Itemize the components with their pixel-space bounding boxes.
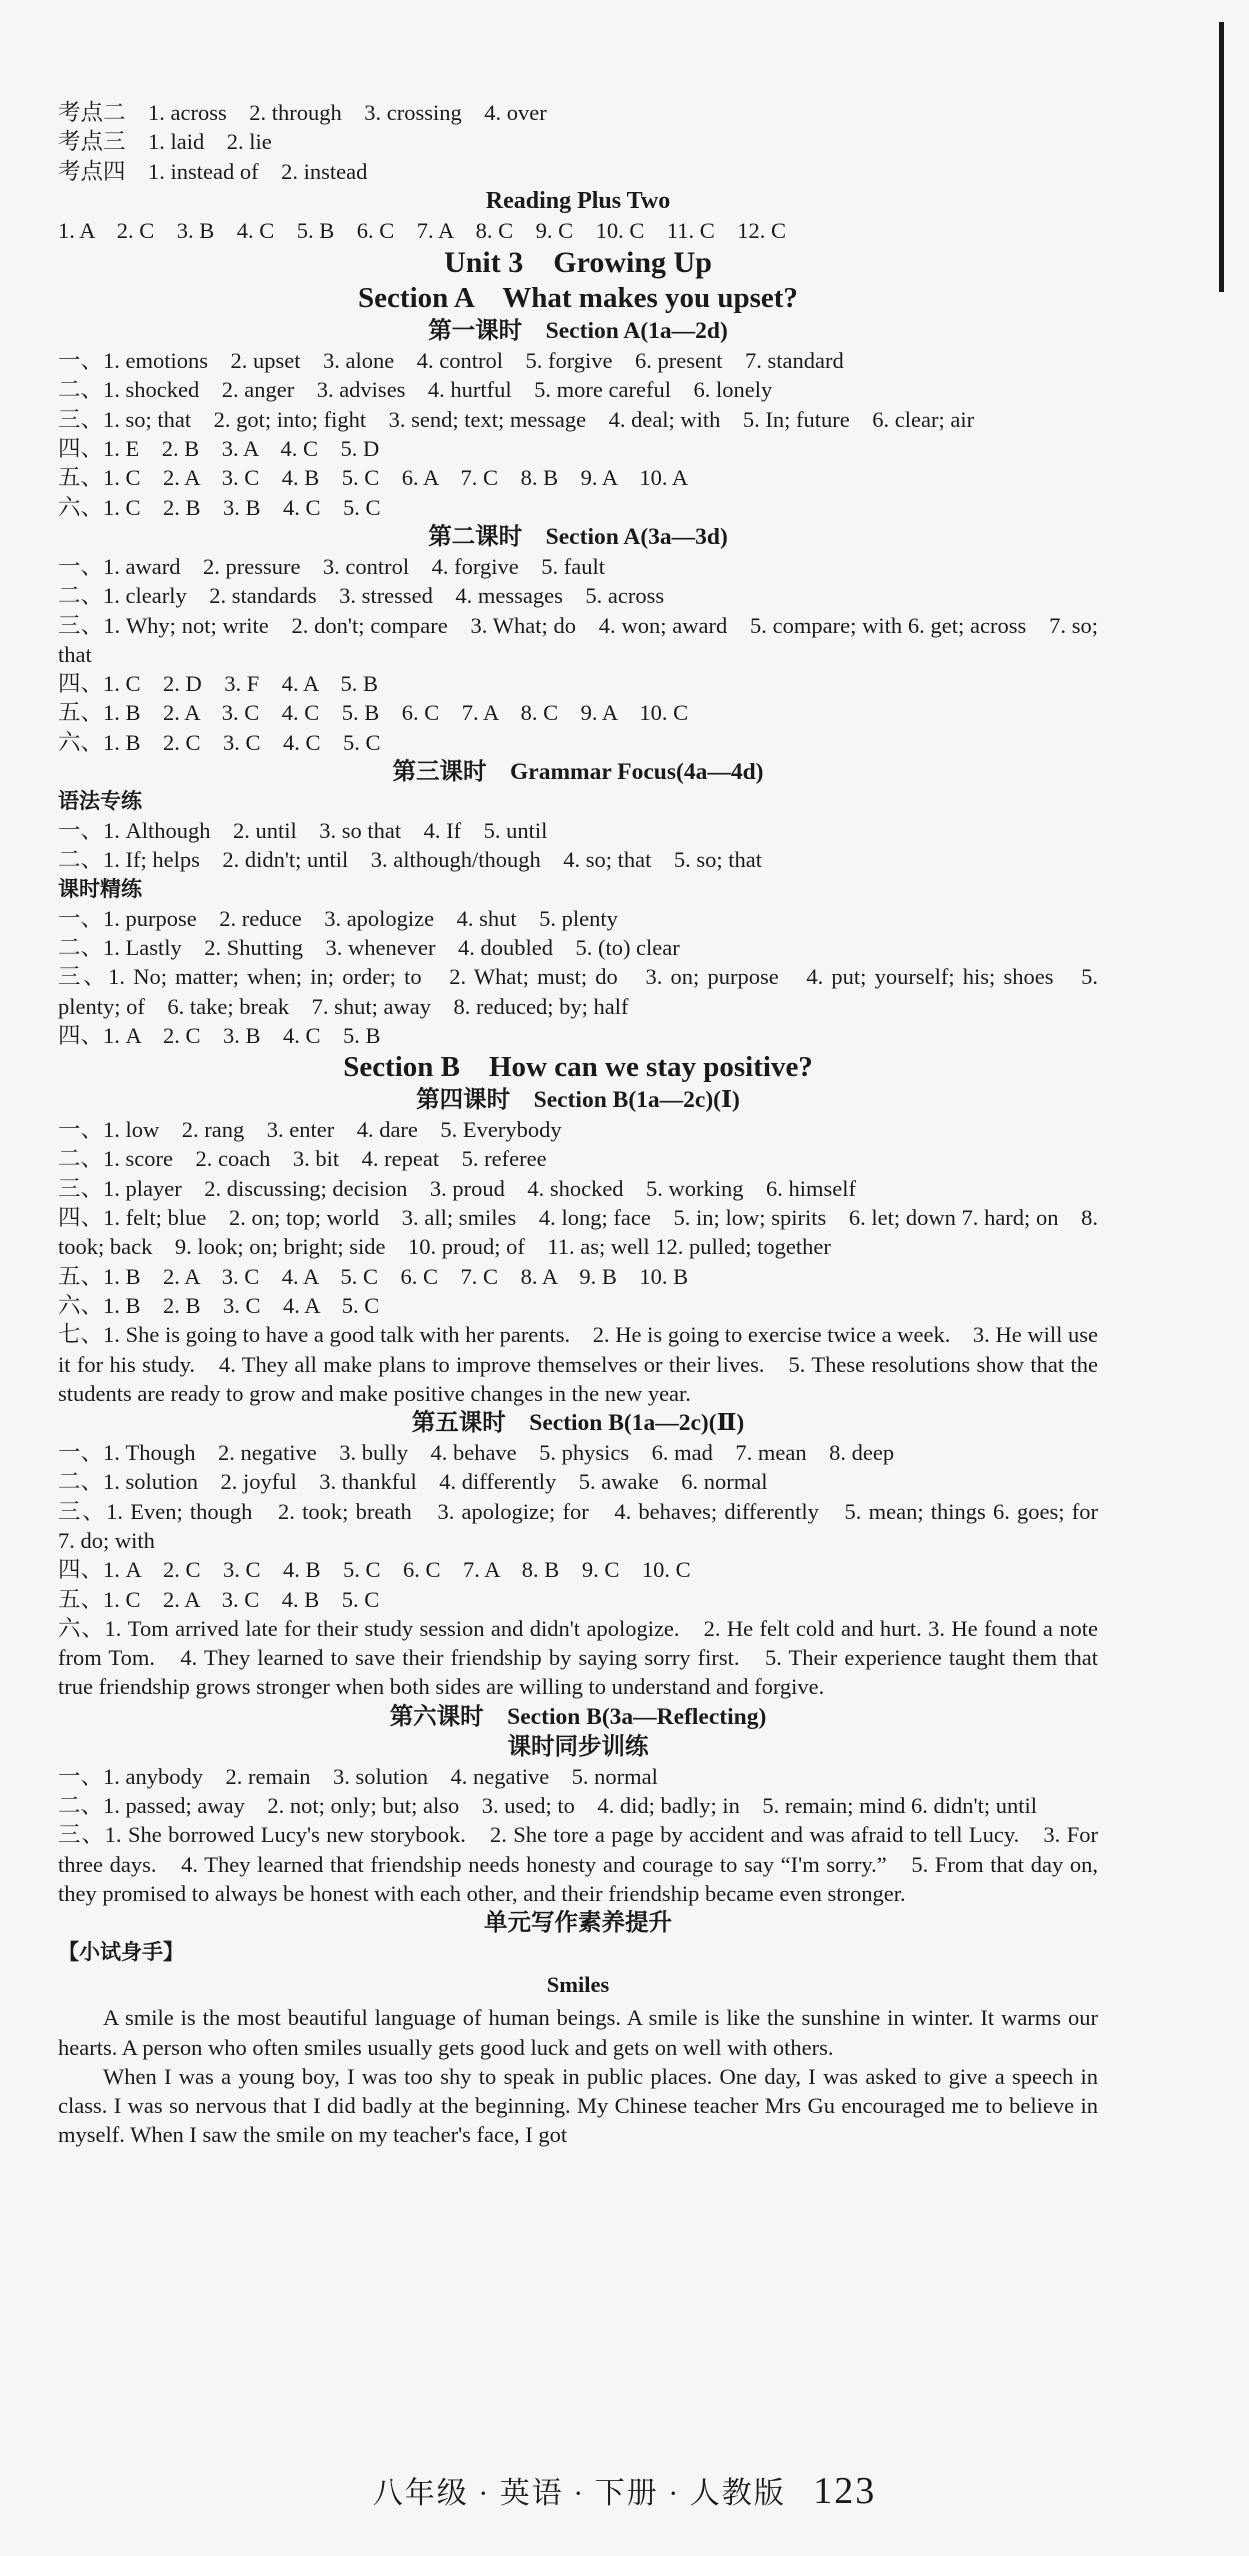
- reading-plus-heading: Reading Plus Two: [485, 187, 671, 214]
- answer-line: 一、1. anybody 2. remain 3. solution 4. negative 5. normal: [58, 1763, 658, 1789]
- answer-line: 一、1. award 2. pressure 3. control 4. forgive 5. fault: [58, 553, 605, 579]
- answer-line: 1. A 2. C 3. B 4. C 5. B 6. C 7. A 8. C 9. C 10. C 11. C 12. C: [58, 217, 787, 243]
- answer-line: 三、1. Even; though 2. took; breath 3. apologize; for 4. behaves; differently 5. mean; things 6. goes; for 7. do; with: [58, 1498, 1121, 1553]
- lesson-1-heading: 第一课时 Section A(1a—2d): [428, 318, 728, 345]
- lesson-5-heading: 第五课时 Section B(1a—2c)(Ⅱ): [411, 1410, 745, 1437]
- lesson-4-heading: 第四课时 Section B(1a—2c)(Ⅰ): [416, 1087, 740, 1114]
- answer-line: 四、1. A 2. C 3. C 4. B 5. C 6. C 7. A 8. B 9. C 10. C: [58, 1557, 691, 1583]
- answer-line: 四、1. C 2. D 3. F 4. A 5. B: [58, 671, 379, 697]
- lesson-2-heading: 第二课时 Section A(3a—3d): [428, 523, 728, 550]
- answer-line: 考点三 1. laid 2. lie: [58, 129, 272, 155]
- answer-line: 七、1. She is going to have a good talk with her parents. 2. He is going to exercise twice a week. 3. He will use it for his study. 4. They all make plans to improve themselves or their lives. 5. These resolutions show that the students are ready to grow and make positive changes in the new year.: [58, 1322, 1098, 1406]
- essay-title: Smiles: [546, 1972, 610, 1998]
- answer-line: 三、1. player 2. discussing; decision 3. proud 4. shocked 5. working 6. himself: [58, 1175, 857, 1201]
- answer-line: 四、1. felt; blue 2. on; top; world 3. all; smiles 4. long; face 5. in; low; spirits 6. let; down 7. hard; on 8. took; back 9. look; on; bright; side 10. proud; of 11. as; well 12. pulled; together: [58, 1205, 1098, 1260]
- essay-paragraph: A smile is the most beautiful language of human beings. A smile is like the sunshine in winter. It warms our hearts. A person who often smiles usually gets good luck and gets on well with others.: [58, 2005, 1098, 2060]
- answer-line: 三、1. so; that 2. got; into; fight 3. send; text; message 4. deal; with 5. In; future 6. clear; air: [58, 406, 975, 432]
- section-a-title: Section A What makes you upset?: [358, 282, 798, 315]
- answer-line: 五、1. B 2. A 3. C 4. A 5. C 6. C 7. C 8. A 9. B 10. B: [58, 1263, 689, 1289]
- answer-line: 五、1. C 2. A 3. C 4. B 5. C 6. A 7. C 8. B 9. A 10. A: [58, 465, 689, 491]
- answer-line: 五、1. C 2. A 3. C 4. B 5. C: [58, 1586, 380, 1612]
- try-label: 【小试身手】: [58, 1940, 184, 1965]
- essay-paragraph: When I was a young boy, I was too shy to speak in public places. One day, I was asked to give a speech in class. I was so nervous that I did badly at the beginning. My Chinese teacher Mrs Gu encouraged me to believe in myself. When I saw the smile on my teacher's face, I got: [58, 2063, 1098, 2148]
- answer-line: 四、1. A 2. C 3. B 4. C 5. B: [58, 1022, 381, 1048]
- answer-line: 六、1. B 2. C 3. C 4. C 5. C: [58, 729, 381, 755]
- lesson-6-heading: 第六课时 Section B(3a—Reflecting): [389, 1703, 767, 1730]
- answer-line: 二、1. Lastly 2. Shutting 3. whenever 4. doubled 5. (to) clear: [58, 934, 680, 960]
- unit-title: Unit 3 Growing Up: [444, 246, 712, 280]
- answer-line: 一、1. emotions 2. upset 3. alone 4. control 5. forgive 6. present 7. standard: [58, 348, 844, 374]
- answer-line: 二、1. solution 2. joyful 3. thankful 4. differently 5. awake 6. normal: [58, 1469, 768, 1495]
- page-footer: [0, 2468, 1249, 2513]
- answer-line: 考点二 1. across 2. through 3. crossing 4. over: [58, 100, 547, 125]
- grammar-drill-label: 语法专练: [58, 789, 142, 814]
- answer-line: 二、1. If; helps 2. didn't; until 3. although/though 4. so; that 5. so; that: [58, 847, 763, 873]
- answer-line: 四、1. E 2. B 3. A 4. C 5. D: [58, 436, 380, 462]
- section-b-title: Section B How can we stay positive?: [343, 1051, 813, 1084]
- sync-training-heading: 课时同步训练: [507, 1733, 649, 1760]
- answer-line: 二、1. shocked 2. anger 3. advises 4. hurtful 5. more careful 6. lonely: [58, 377, 773, 403]
- page-number: 123: [813, 2470, 877, 2512]
- lesson-practice-label: 课时精练: [58, 876, 142, 901]
- page-content: [58, 98, 1121, 2150]
- answer-line: 二、1. passed; away 2. not; only; but; also 3. used; to 4. did; badly; in 5. remain; mind 6. didn't; until: [58, 1793, 1037, 1819]
- answer-line: 五、1. B 2. A 3. C 4. C 5. B 6. C 7. A 8. C 9. A 10. C: [58, 700, 689, 726]
- answer-line: 一、1. purpose 2. reduce 3. apologize 4. shut 5. plenty: [58, 905, 618, 931]
- writing-heading: 单元写作素养提升: [484, 1910, 672, 1937]
- answer-line: 六、1. B 2. B 3. C 4. A 5. C: [58, 1292, 380, 1318]
- answer-line: 二、1. clearly 2. standards 3. stressed 4. messages 5. across: [58, 583, 665, 609]
- answer-line: 六、1. C 2. B 3. B 4. C 5. C: [58, 494, 381, 520]
- answer-line: 一、1. Though 2. negative 3. bully 4. behave 5. physics 6. mad 7. mean 8. deep: [58, 1440, 895, 1466]
- answer-line: 三、1. No; matter; when; in; order; to 2. What; must; do 3. on; purpose 4. put; yourself; his; shoes 5. plenty; of 6. take; break 7. shut; away 8. reduced; by; half: [58, 964, 1098, 1019]
- book-info: 八年级 · 英语 · 下册 · 人教版: [372, 2477, 786, 2510]
- answer-line: 三、1. Why; not; write 2. don't; compare 3. What; do 4. won; award 5. compare; with 6. get; across 7. so; that: [58, 612, 1098, 667]
- binding-edge-bar: [1219, 22, 1224, 292]
- answer-line: 三、1. She borrowed Lucy's new storybook. 2. She tore a page by accident and was afraid to tell Lucy. 3. For three days. 4. They learned that friendship needs honesty and courage to say “I'm sorry.” 5. From that day on, they promised to always be honest with each other, and their friendship became even stronger.: [58, 1822, 1098, 1906]
- answer-line: 一、1. low 2. rang 3. enter 4. dare 5. Everybody: [58, 1117, 562, 1143]
- lesson-3-heading: 第三课时 Grammar Focus(4a—4d): [392, 759, 764, 786]
- answer-line: 六、1. Tom arrived late for their study session and didn't apologize. 2. He felt cold and hurt. 3. He found a note from Tom. 4. They learned to save their friendship by saying sorry first. 5. Their experience taught them that true friendship grows stronger when both sides are willing to understand and forgive.: [58, 1615, 1098, 1700]
- answer-line: 一、1. Although 2. until 3. so that 4. If 5. until: [58, 818, 548, 844]
- answer-line: 二、1. score 2. coach 3. bit 4. repeat 5. referee: [58, 1146, 547, 1172]
- answer-line: 考点四 1. instead of 2. instead: [58, 158, 368, 184]
